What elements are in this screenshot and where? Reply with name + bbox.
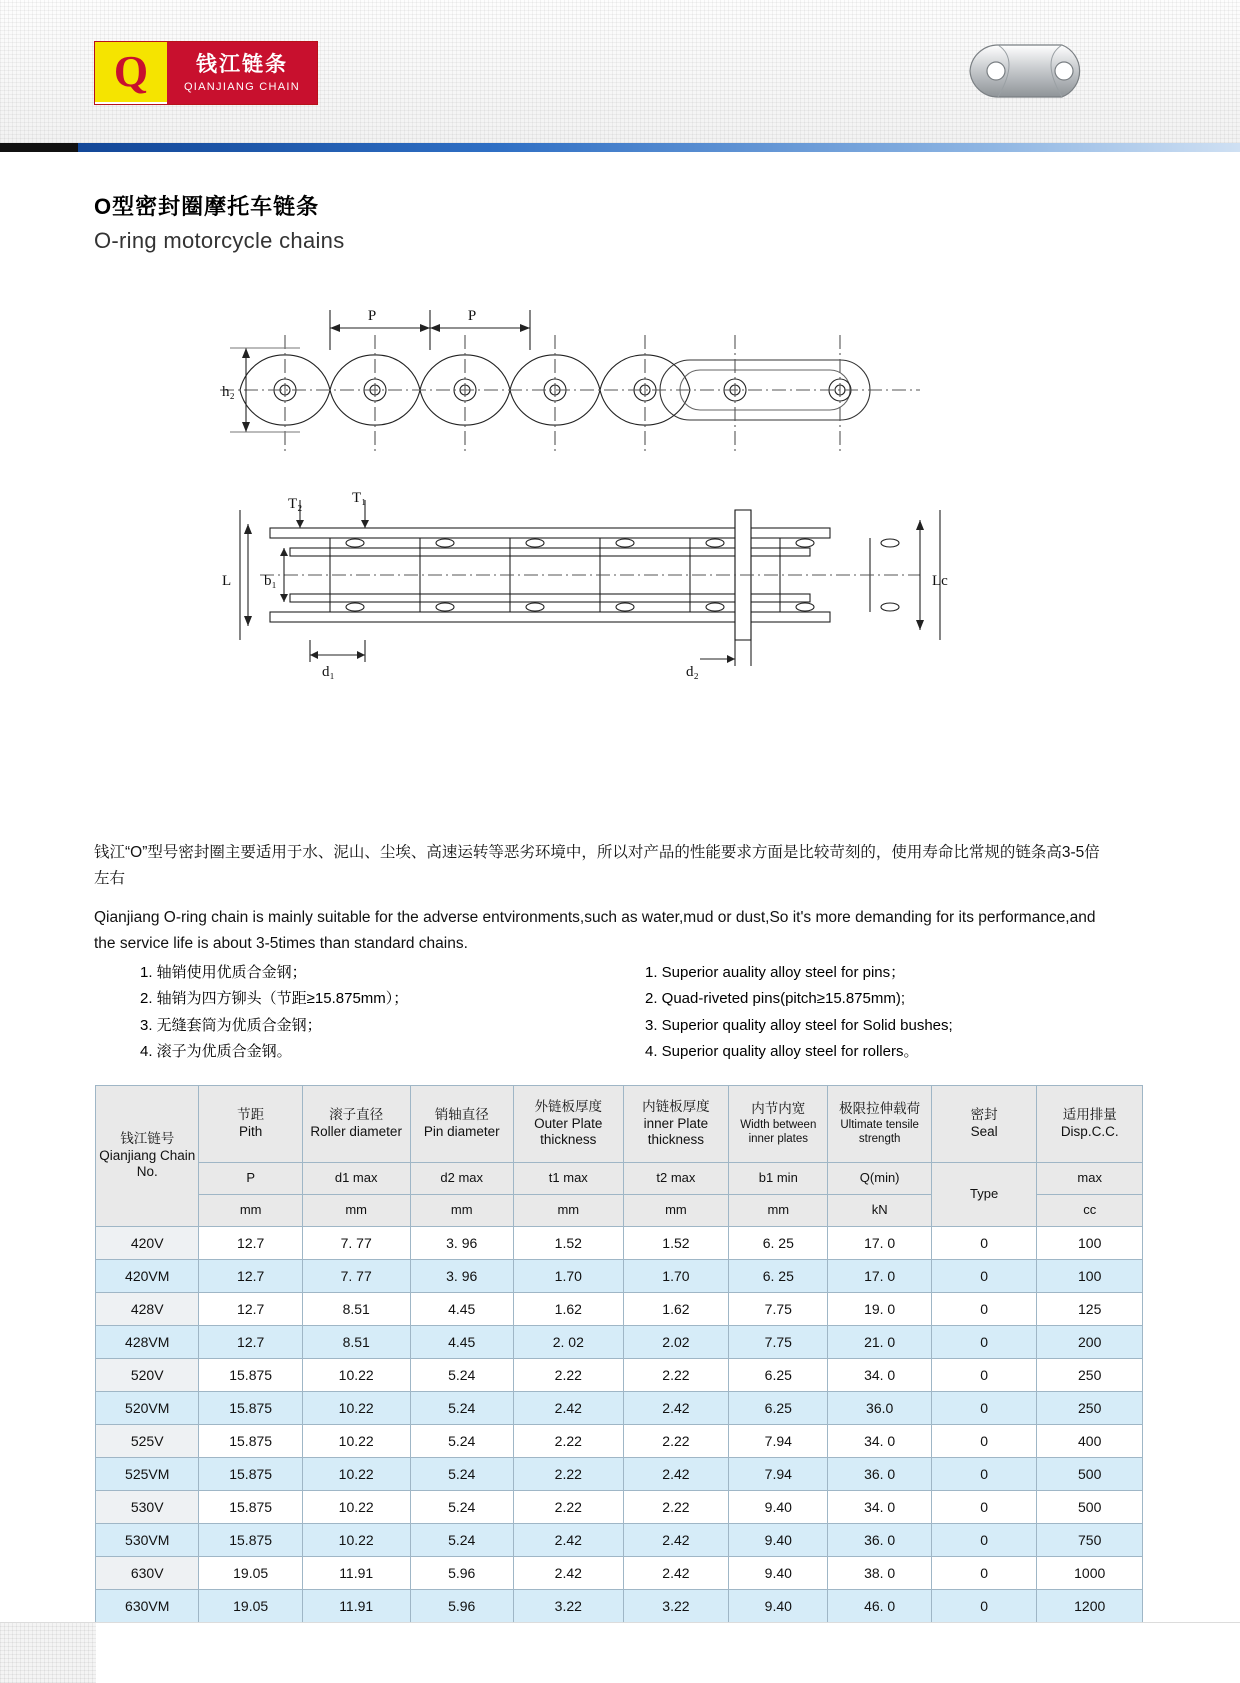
cell-value: 7. 77 [302,1260,410,1293]
sym-t2: t2 max [623,1163,729,1195]
cell-value: 2.42 [623,1524,729,1557]
cell-value: 0 [931,1524,1037,1557]
col-header-pin-dia-en: Pin diameter [423,1124,500,1139]
cell-value: 0 [931,1458,1037,1491]
cell-chain-no: 520VM [96,1392,199,1425]
cell-value: 100 [1037,1227,1143,1260]
cell-value: 12.7 [199,1326,302,1359]
dim-label-L: L [222,573,232,589]
table-row [96,1590,1143,1623]
cell-value: 7. 77 [302,1227,410,1260]
bullet-cn-1: 1. 轴销使用优质合金钢； [140,964,307,981]
bullet-en-3: 3. Superior quality alloy steel for Solid bushes; [645,1016,953,1034]
cell-value: 5.96 [410,1590,513,1623]
spec-table-head [96,1086,1143,1227]
cell-value: 250 [1037,1392,1143,1425]
col-header-seal-cn: 密封 [970,1107,998,1123]
sym-b1: b1 min [729,1163,828,1195]
cell-value: 6.25 [729,1359,828,1392]
cell-value: 6. 25 [729,1260,828,1293]
cell-chain-no: 530V [96,1491,199,1524]
cell-value: 12.7 [199,1293,302,1326]
table-row [96,1359,1143,1392]
bullet-en-2: 2. Quad-riveted pins(pitch≥15.875mm); [645,990,906,1008]
cell-value: 400 [1037,1425,1143,1458]
page-title-en: O-ring motorcycle chains [94,228,345,253]
cell-value: 15.875 [199,1359,302,1392]
cell-value: 7.75 [729,1326,828,1359]
col-header-pitch-en: Pith [239,1124,263,1139]
cell-value: 2.42 [513,1524,623,1557]
table-row [96,1227,1143,1260]
cell-value: 750 [1037,1524,1143,1557]
cell-value: 0 [931,1491,1037,1524]
table-row [96,1260,1143,1293]
col-header-inner-plate-cn: 内链板厚度 [642,1098,710,1114]
feature-bullets-en [609,960,1114,1065]
cell-value: 34. 0 [828,1491,931,1524]
cell-value: 7.94 [729,1458,828,1491]
col-header-pin-dia-cn: 销轴直径 [434,1107,489,1123]
cell-value: 0 [931,1359,1037,1392]
cell-value: 2.42 [623,1557,729,1590]
dim-label-d2: d₂ [686,664,699,680]
cell-value: 3. 96 [410,1227,513,1260]
logo-mark-icon [95,42,167,102]
col-header-chain-no [96,1086,199,1227]
sym-t1: t1 max [513,1163,623,1195]
cell-value: 9.40 [729,1557,828,1590]
cell-chain-no: 420VM [96,1260,199,1293]
dim-label-p2: P [467,308,477,324]
table-row [96,1425,1143,1458]
header-row-symbols [96,1163,1143,1195]
unit-disp: cc [1037,1195,1143,1227]
cell-value: 5.24 [410,1359,513,1392]
cell-value: 36. 0 [828,1524,931,1557]
logo-letter: Q [113,47,149,96]
feature-bullets-cn [94,960,609,1065]
cell-value: 38. 0 [828,1557,931,1590]
cell-value: 0 [931,1260,1037,1293]
cell-value: 8.51 [302,1293,410,1326]
bullet-cn-3: 3. 无缝套筒为优质合金钢； [140,1016,322,1034]
cell-value: 1.70 [623,1260,729,1293]
sym-d1: d1 max [302,1163,410,1195]
col-header-inner-width [729,1086,828,1163]
col-header-chain-no-cn: 钱江链号 [120,1130,175,1146]
bullet-cn-4: 4. 滚子为优质合金钢。 [140,1042,292,1060]
table-row [96,1491,1143,1524]
description-paragraph-en: Qianjiang O-ring chain is mainly suitable for the adverse entvironments,such as water,mud or dust,So it's more demanding for its performance,and the service life is about 3-5times than standard chains. [94,909,1096,952]
cell-value: 3.22 [623,1590,729,1623]
bullet-en-4: 4. Superior quality alloy steel for rollers。 [645,1042,919,1060]
cell-value: 5.24 [410,1392,513,1425]
header-row-main [96,1086,1143,1163]
cell-value: 250 [1037,1359,1143,1392]
cell-value: 2.22 [513,1458,623,1491]
cell-value: 0 [931,1425,1037,1458]
col-header-tensile-en: Ultimate tensile strength [840,1119,919,1146]
cell-value: 4.45 [410,1326,513,1359]
cell-value: 19. 0 [828,1293,931,1326]
dim-label-b1: b₁ [264,573,277,589]
table-row [96,1326,1143,1359]
cell-chain-no: 525V [96,1425,199,1458]
cell-chain-no: 428VM [96,1326,199,1359]
company-logo [94,41,318,105]
cell-value: 200 [1037,1326,1143,1359]
cell-value: 3. 96 [410,1260,513,1293]
cell-value: 21. 0 [828,1326,931,1359]
table-row [96,1524,1143,1557]
col-header-inner-width-cn: 内节内宽 [751,1101,806,1117]
col-header-seal-en: Seal [970,1124,998,1139]
cell-value: 3.22 [513,1590,623,1623]
col-header-pitch [199,1086,302,1163]
cell-value: 10.22 [302,1491,410,1524]
cell-value: 2.42 [623,1458,729,1491]
cell-value: 11.91 [302,1557,410,1590]
cell-value: 17. 0 [828,1260,931,1293]
cell-value: 46. 0 [828,1590,931,1623]
dim-label-t2: T₂ [288,496,303,512]
page-footer [0,1622,1240,1683]
spec-table-body [96,1227,1143,1623]
cell-value: 5.96 [410,1557,513,1590]
col-header-roller-dia [302,1086,410,1163]
cell-value: 0 [931,1293,1037,1326]
cell-value: 2. 02 [513,1326,623,1359]
col-header-inner-plate-en: inner Plate thickness [643,1115,709,1148]
dim-label-t1: T₁ [352,490,367,506]
col-header-roller-dia-cn: 滚子直径 [329,1107,384,1123]
col-header-chain-no-en: Qianjiang Chain No. [99,1147,196,1180]
cell-value: 1.52 [513,1227,623,1260]
col-header-disp-en: Disp.C.C. [1060,1124,1119,1139]
col-header-tensile-cn: 极限拉伸载荷 [839,1101,921,1117]
cell-value: 2.22 [513,1491,623,1524]
cell-value: 2.22 [513,1359,623,1392]
cell-value: 7.94 [729,1425,828,1458]
col-header-outer-plate-en: Outer Plate thickness [534,1115,603,1148]
col-header-inner-plate [623,1086,729,1163]
spec-table-wrapper [95,1085,1143,1623]
col-header-tensile [828,1086,931,1163]
cell-value: 1000 [1037,1557,1143,1590]
unit-p: mm [199,1195,302,1227]
cell-value: 9.40 [729,1491,828,1524]
sym-p: P [199,1163,302,1195]
feature-bullets [94,960,1114,1065]
cell-value: 1.62 [623,1293,729,1326]
col-header-inner-width-en: Width between inner plates [740,1119,817,1146]
unit-q: kN [828,1195,931,1227]
cell-value: 2.22 [623,1491,729,1524]
dim-label-h2: h₂ [222,384,235,400]
table-row [96,1458,1143,1491]
unit-d2: mm [410,1195,513,1227]
col-header-seal [931,1086,1037,1163]
cell-value: 2.42 [513,1392,623,1425]
cell-value: 4.45 [410,1293,513,1326]
unit-b1: mm [729,1195,828,1227]
cell-value: 12.7 [199,1260,302,1293]
cell-value: 0 [931,1557,1037,1590]
cell-value: 12.7 [199,1227,302,1260]
cell-value: 1.52 [623,1227,729,1260]
header-accent-bar [0,143,1240,152]
dim-label-Lc: Lc [932,573,948,589]
cell-value: 19.05 [199,1590,302,1623]
col-header-disp [1037,1086,1143,1163]
sym-d2: d2 max [410,1163,513,1195]
cell-value: 10.22 [302,1458,410,1491]
footer-white-block [96,1623,1240,1683]
cell-chain-no: 630V [96,1557,199,1590]
cell-value: 15.875 [199,1425,302,1458]
cell-value: 36. 0 [828,1458,931,1491]
logo-text-block [167,42,317,104]
table-row [96,1392,1143,1425]
cell-value: 2.42 [513,1557,623,1590]
cell-value: 8.51 [302,1326,410,1359]
table-row [96,1293,1143,1326]
cell-value: 10.22 [302,1524,410,1557]
cell-value: 7.75 [729,1293,828,1326]
cell-value: 10.22 [302,1359,410,1392]
col-header-pitch-cn: 节距 [237,1107,265,1123]
cell-value: 15.875 [199,1392,302,1425]
col-header-outer-plate [513,1086,623,1163]
header-accent-bar-dark [0,143,78,152]
cell-value: 6. 25 [729,1227,828,1260]
cell-value: 2.22 [623,1425,729,1458]
cell-value: 5.24 [410,1524,513,1557]
cell-value: 2.22 [513,1425,623,1458]
cell-chain-no: 420V [96,1227,199,1260]
cell-value: 19.05 [199,1557,302,1590]
sym-seal-type: Type [931,1163,1037,1227]
cell-value: 15.875 [199,1491,302,1524]
cell-value: 9.40 [729,1524,828,1557]
cell-value: 10.22 [302,1425,410,1458]
cell-value: 1200 [1037,1590,1143,1623]
cell-value: 0 [931,1590,1037,1623]
cell-chain-no: 630VM [96,1590,199,1623]
cell-value: 2.22 [623,1359,729,1392]
cell-value: 9.40 [729,1590,828,1623]
spec-table [95,1085,1143,1623]
cell-chain-no: 530VM [96,1524,199,1557]
cell-value: 1.62 [513,1293,623,1326]
sym-disp-max: max [1037,1163,1143,1195]
chain-technical-drawing [180,280,1000,700]
col-header-outer-plate-cn: 外链板厚度 [534,1098,603,1114]
brand-name-cn: 钱江链条 [196,53,288,77]
cell-value: 0 [931,1392,1037,1425]
sym-q: Q(min) [828,1163,931,1195]
cell-value: 34. 0 [828,1359,931,1392]
cell-value: 125 [1037,1293,1143,1326]
table-row [96,1557,1143,1590]
cell-value: 5.24 [410,1425,513,1458]
col-header-roller-dia-en: Roller diameter [310,1124,402,1139]
dim-label-d1: d₁ [322,664,335,680]
unit-d1: mm [302,1195,410,1227]
bullet-en-1: 1. Superior auality alloy steel for pins； [645,964,906,981]
description-paragraph-cn: 钱江“O”型号密封圈主要适用于水、泥山、尘埃、高速运转等恶劣环境中，所以对产品的性能要求方面是比较苛刻的，使用寿命比常规的链条高3-5倍左右 [94,844,1100,887]
cell-value: 500 [1037,1491,1143,1524]
bullet-cn-2: 2. 轴销为四方铆头（节距≥15.875mm）； [140,990,409,1008]
cell-value: 2.02 [623,1326,729,1359]
cell-value: 6.25 [729,1392,828,1425]
dim-label-p1: P [367,308,377,324]
cell-value: 11.91 [302,1590,410,1623]
page-title-cn: O型密封圈摩托车链条 [94,194,320,219]
cell-value: 0 [931,1326,1037,1359]
cell-value: 10.22 [302,1392,410,1425]
cell-value: 500 [1037,1458,1143,1491]
cell-value: 34. 0 [828,1425,931,1458]
cell-value: 2.42 [623,1392,729,1425]
cell-chain-no: 525VM [96,1458,199,1491]
unit-t2: mm [623,1195,729,1227]
cell-value: 5.24 [410,1491,513,1524]
unit-t1: mm [513,1195,623,1227]
col-header-disp-cn: 适用排量 [1062,1107,1117,1123]
brand-name-en: QIANJIANG CHAIN [183,80,301,93]
col-header-pin-dia [410,1086,513,1163]
cell-value: 0 [931,1227,1037,1260]
cell-value: 36.0 [828,1392,931,1425]
chain-link-illustration-icon [940,36,1120,106]
cell-value: 15.875 [199,1524,302,1557]
cell-value: 15.875 [199,1458,302,1491]
cell-chain-no: 520V [96,1359,199,1392]
page-header [0,0,1240,144]
cell-value: 1.70 [513,1260,623,1293]
cell-value: 5.24 [410,1458,513,1491]
cell-value: 17. 0 [828,1227,931,1260]
cell-chain-no: 428V [96,1293,199,1326]
cell-value: 100 [1037,1260,1143,1293]
